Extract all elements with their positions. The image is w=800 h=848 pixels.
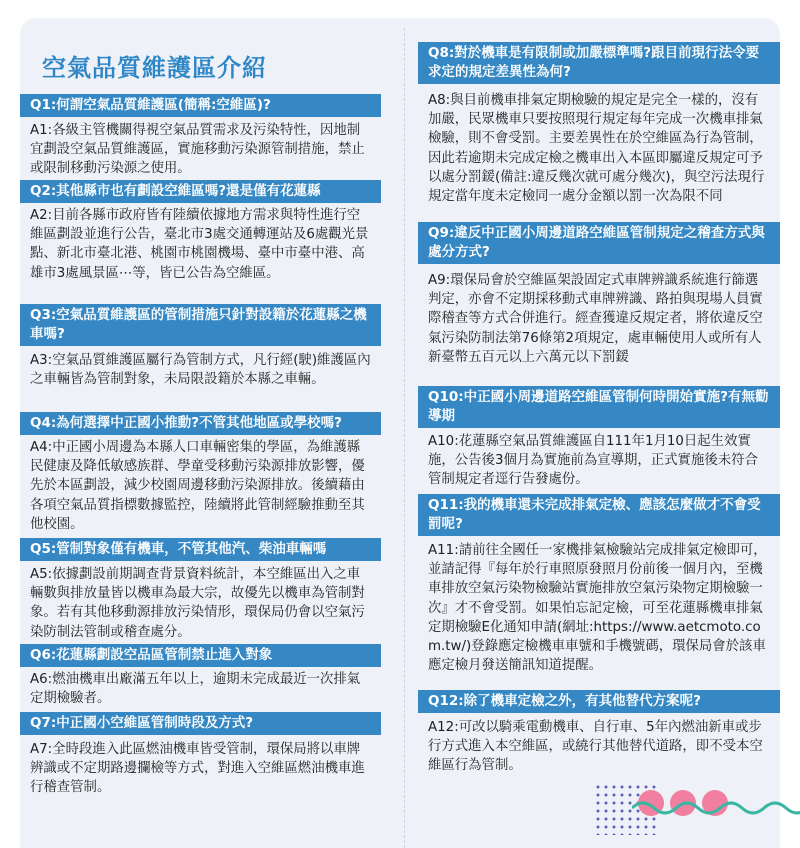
question-3: Q3:空氣品質維護區的管制措施只針對設籍於花蓮縣之機車嗎? (20, 304, 381, 346)
question-11: Q11:我的機車還未完成排氣定檢、應該怎麼做才不會受罰呢? (418, 494, 780, 536)
question-9: Q9:違反中正國小周邊道路空維區管制規定之稽查方式與處分方式? (418, 222, 780, 264)
answer-12: A12:可改以騎乘電動機車、自行車、5年內燃油新車或步行方式進入本空維區，或繞行其他替代道路，即不受本空維區行為管制。 (428, 720, 763, 774)
question-12: Q12:除了機車定檢之外，有其他替代方案呢? (418, 690, 780, 713)
question-4: Q4:為何選擇中正國小推動?不管其他地區或學校嗎? (20, 412, 381, 435)
answer-3: A3:空氣品質維護區屬行為管制方式，凡行經(駛)維護區內之車輛皆為管制對象，未局限設籍於本縣之車輛。 (30, 353, 371, 388)
answer-4: A4:中正國小周邊為本縣人口車輛密集的學區，為維護縣民健康及降低敏感族群、學童受移動污染源排放影響，優先於本區劃設，減少校園周邊移動污染源排放。後續藉由各項空氣品質指標數據監控，陸續將此管制經驗推動至其他校園。 (30, 440, 365, 532)
answer-11: A11:請前往全國任一家機排氣檢驗站完成排氣定檢即可，並請記得『每年於行車照原發照月份前後一個月內，至機車排放空氣污染物檢驗站實施排放空氣污染物定期檢驗一次』才不會受罰。如果怕忘記定檢，可至花蓮縣機車排氣定期檢驗E化通知申請(網址:https://www.aetcmoto.com.tw/)登錄應定檢機車車號和手機號碼，環保局會於該車應定檢月發送簡訊知道提醒。 (428, 543, 767, 674)
decorative-wave (632, 798, 800, 818)
answer-8: A8:與目前機車排氣定期檢驗的規定是完全一樣的，沒有加嚴，民眾機車只要按照現行規定每年完成一次機車排氣檢驗，則不會受罰。主要差異性在於空維區為行為管制，因此若逾期未完成定檢之機車出入本區即屬違反規定可予以處分罰鍰(備註:違反幾次就可處分幾次)，與空污法現行規定當年度未定檢同一處分金額以罰一次為限不同 (428, 93, 765, 205)
answer-9: A9:環保局會於空維區架設固定式車牌辨識系統進行篩選判定，亦會不定期採移動式車牌辨識、路拍與現場人員實際稽查等方式合併進行。經查獲違反規定者，將依違反空氣污染防制法第76條第2項規定，處車輛使用人或所有人新臺幣五百元以上六萬元以下罰鍰 (428, 273, 763, 365)
question-2: Q2:其他縣市也有劃設空維區嗎?還是僅有花蓮縣 (20, 180, 381, 203)
question-7: Q7:中正國小空維區管制時段及方式? (20, 712, 381, 735)
page-title: 空氣品質維護區介紹 (42, 54, 267, 82)
answer-1: A1:各級主管機關得視空氣品質需求及污染特性，因地制宜劃設空氣品質維護區，實施移動污染源管制措施，禁止或限制移動污染源之使用。 (30, 123, 365, 177)
leaflet-panel (20, 18, 780, 848)
answer-6: A6:燃油機車出廠滿五年以上，逾期未完成最近一次排氣定期檢驗者。 (30, 672, 361, 707)
answer-10: A10:花蓮縣空氣品質維護區自111年1月10日起生效實施，公告後3個月為實施前為宣導期，正式實施後未符合管制規定者逕行告發處份。 (428, 434, 758, 488)
question-5: Q5:管制對象僅有機車，不管其他汽、柴油車輛嗎 (20, 538, 381, 561)
answer-5: A5:依據劃設前期調查背景資料統計，本空維區出入之車輛數與排放量皆以機車為最大宗，故優先以機車為管制對象。若有其他移動源排放污染情形，環保局仍會以空氣污染防制法管制或稽查處分。 (30, 567, 365, 640)
answer-2: A2:目前各縣市政府皆有陸續依據地方需求與特性進行空維區劃設並進行公告，臺北市3處交通轉運站及6處觀光景點、新北市臺北港、桃園市桃園機場、臺中市臺中港、高雄市3處風景區⋯等，皆已公告為空維區。 (30, 208, 369, 281)
column-divider (404, 28, 405, 848)
question-8: Q8:對於機車是有限制或加嚴標準嗎?跟目前現行法令要求定的規定差異性為何? (418, 42, 780, 84)
question-6: Q6:花蓮縣劃設空品區管制禁止進入對象 (20, 644, 381, 667)
answer-7: A7:全時段進入此區燃油機車皆受管制，環保局將以車牌辨識或不定期路邊攔檢等方式，對進入空維區燃油機車進行稽查管制。 (30, 742, 365, 796)
question-1: Q1:何謂空氣品質維護區(簡稱:空維區)? (20, 94, 381, 117)
question-10: Q10:中正國小周邊道路空維區管制何時開始實施?有無勸導期 (418, 386, 780, 428)
